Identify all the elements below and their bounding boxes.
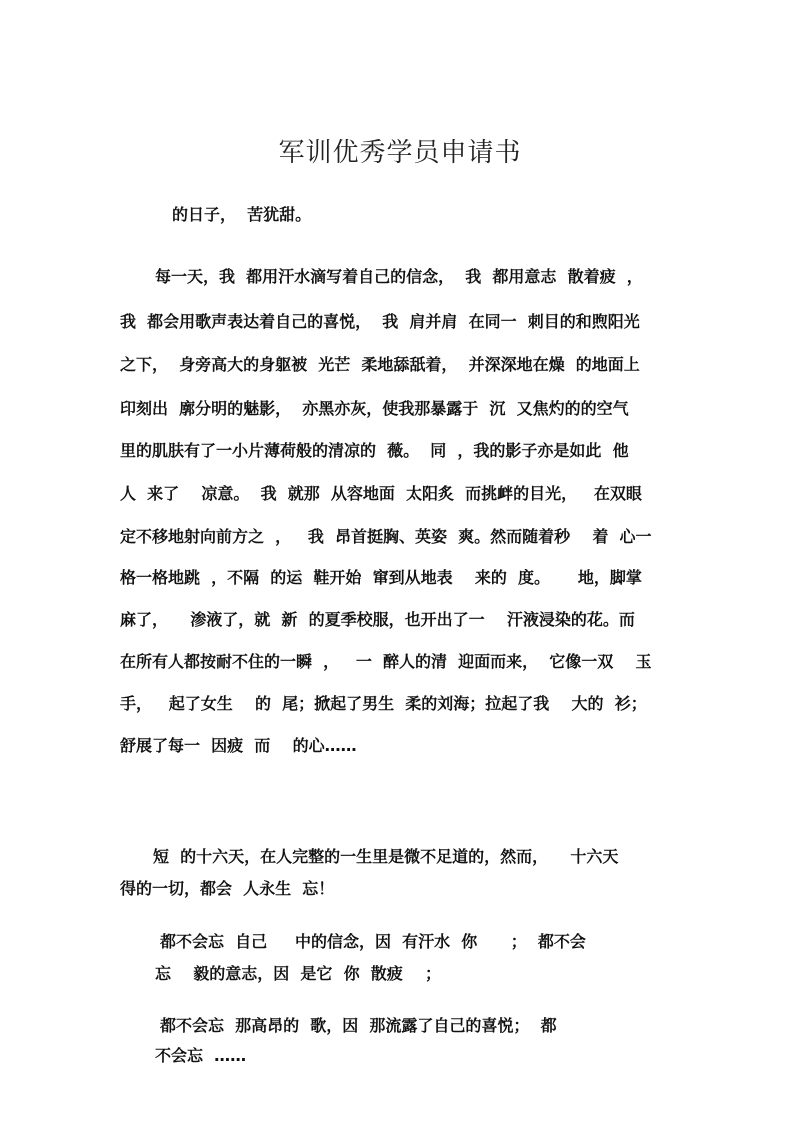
paragraph-1-line: 格一格地跳 ，不隔 的运 鞋开始 窜到从地表 来的 度。 地，脚掌 bbox=[120, 568, 642, 587]
paragraph-1-line: 麻了， 渗液了，就 新 的夏季校服，也开出了一 汗液浸染的花。而 bbox=[120, 610, 635, 629]
paragraph-1-line: 定不移地射向前方之 ， 我 昂首挺胸、英姿 爽。然而随着秒 着 心一 bbox=[120, 527, 652, 546]
paragraph-1-line: 在所有人都按耐不住的一瞬 ， 一 醉人的清 迎面而来， 它像一双 玉 bbox=[120, 652, 652, 671]
paragraph-1-line: 每一天，我 都用汗水滴写着自己的信念， 我 都用意志 散着疲 ， bbox=[155, 267, 643, 286]
paragraph-3-line: 都不会忘 自己 中的信念，因 有汗水 你 ； 都不会 bbox=[160, 932, 586, 951]
paragraph-1-line: 印刻出 廓分明的魅影， 亦黑亦灰，使我那暴露于 沉 又焦灼的的空气 bbox=[120, 399, 629, 418]
paragraph-2-line: 得的一切，都会 人永生 忘！ bbox=[120, 879, 335, 898]
paragraph-1-line: 里的肌肤有了一小片薄荷般的清凉的 薇。 同 ，我的影子亦是如此 他 bbox=[120, 441, 629, 460]
paragraph-1-line: 手， 起了女生 的 尾；掀起了男生 柔的刘海；拉起了我 大的 衫； bbox=[120, 694, 647, 713]
paragraph-1-line: 我 都会用歌声表达着自己的喜悦， 我 肩并肩 在同一 刺目的和煦阳光 bbox=[120, 312, 640, 331]
paragraph-1-line: 舒展了每一 因疲 而 的心…… bbox=[120, 736, 357, 755]
intro-line: 的日子， 苦犹甜。 bbox=[172, 205, 312, 224]
paragraph-3-line: 忘 毅的意志，因 是它 你 散疲 ； bbox=[155, 964, 441, 983]
paragraph-4-line: 不会忘 …… bbox=[155, 1046, 247, 1065]
paragraph-2-line: 短 的十六天，在人完整的一生里是微不足道的，然而， 十六天 bbox=[153, 847, 619, 866]
paragraph-1-line: 之下， 身旁高大的身躯被 光芒 柔地舔舐着， 并深深地在燥 的地面上 bbox=[120, 355, 640, 374]
document-title: 军训优秀学员申请书 bbox=[278, 138, 522, 168]
paragraph-4-line: 都不会忘 那高昂的 歌，因 那流露了自己的喜悦； 都 bbox=[160, 1016, 557, 1035]
paragraph-1-line: 人 来了 凉意。 我 就那 从容地面 太阳炙 而挑衅的目光， 在双眼 bbox=[120, 484, 642, 503]
